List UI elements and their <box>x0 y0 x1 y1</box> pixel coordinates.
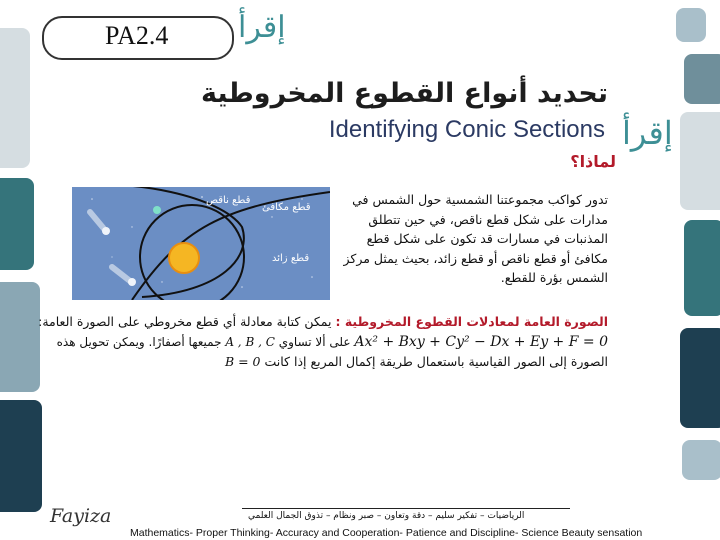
sun-icon <box>169 243 199 273</box>
general-equation: Ax² + Bxy + Cy² − Dx + Ey + F = 0 <box>354 334 608 350</box>
coefficients: A , B , C <box>225 335 275 349</box>
comet-icon-2 <box>112 267 136 286</box>
condition: B = 0 <box>224 354 261 369</box>
left-decoration <box>0 0 62 540</box>
general-form-heading: الصورة العامة لمعادلات القطوع المخروطية : <box>335 314 608 329</box>
general-form-text-2: على ألا تساوي <box>278 335 351 349</box>
general-form-line-3 <box>225 354 608 369</box>
label-parabola: قطع مكافئ <box>262 202 311 213</box>
label-hyperbola: قطع زائد <box>272 253 310 264</box>
footer-arabic: الرياضيات – تفكير سليم – دقة وتعاون – صبر ونظام – تذوق الجمال العلمي <box>248 511 525 521</box>
general-form-line-2 <box>57 334 608 350</box>
right-decoration <box>662 0 720 540</box>
why-heading: لماذا؟ <box>570 152 616 171</box>
general-form-text-4: الصورة إلى الصور القياسية باستعمال طريقة إكمال المربع إذا كانت <box>264 354 608 369</box>
general-form-line-1 <box>38 314 608 329</box>
orbits-figure <box>72 187 330 300</box>
label-ellipse: قطع ناقص <box>206 195 251 206</box>
footer-english: Mathematics- Proper Thinking- Accuracy and Cooperation- Patience and Discipline- Science Beauty sensation <box>130 527 643 539</box>
comet-icon-1 <box>90 212 110 235</box>
lesson-badge-label: PA2.4 <box>105 21 169 50</box>
page-title-english: Identifying Conic Sections <box>328 116 605 143</box>
planet-icon <box>153 206 161 214</box>
general-form-text-1: يمكن كتابة معادلة أي قطع مخروطي على الصورة العامة: <box>38 314 332 329</box>
general-form-text-3: جميعها أصفارًا. ويمكن تحويل هذه <box>56 335 222 349</box>
intro-paragraph: تدور كواكب مجموعتنا الشمسية حول الشمس في مدارات على شكل قطع ناقص، في حين تتطلق المذنبات في مسارات قد تكون على شكل قطع مكافئ أو قطع ناقص أو قطع زائد، بحيث يمثل مركز الشمس بؤرة للقطع. <box>343 192 608 285</box>
logo-top: إقرأ <box>238 10 286 45</box>
footer-divider <box>242 508 570 509</box>
page-title-arabic: تحديد أنواع القطوع المخروطية <box>200 78 608 109</box>
logo-right: إقرأ <box>622 114 673 152</box>
signature: Fayiza <box>50 505 112 527</box>
